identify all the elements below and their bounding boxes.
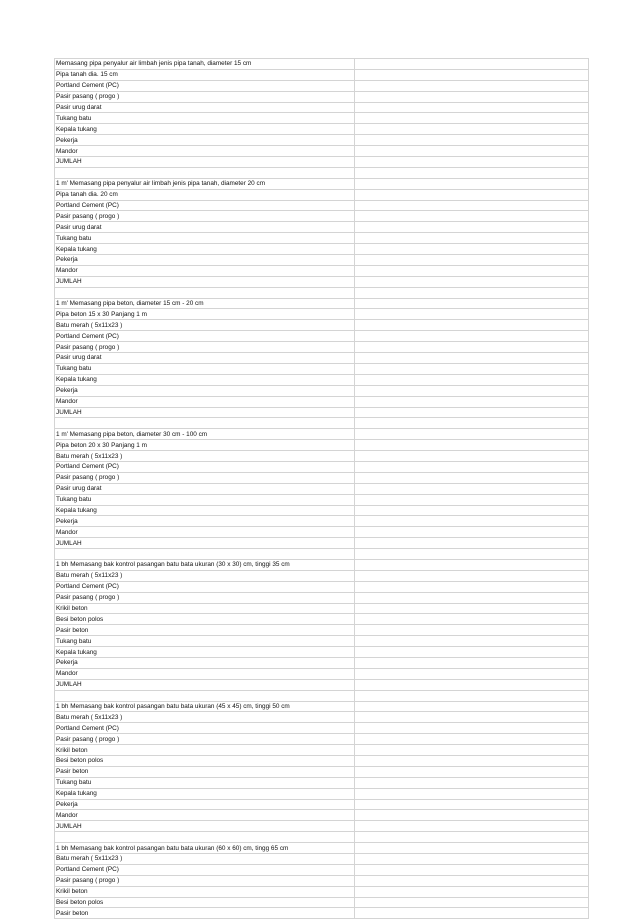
table-row xyxy=(55,570,589,581)
table-row xyxy=(55,483,589,494)
empty-cell[interactable] xyxy=(355,309,589,320)
empty-cell[interactable] xyxy=(355,374,589,385)
empty-cell[interactable] xyxy=(355,265,589,276)
item-description-cell[interactable]: JUMLAH xyxy=(55,538,355,549)
empty-cell[interactable] xyxy=(355,222,589,233)
table-row xyxy=(55,374,589,385)
empty-cell[interactable] xyxy=(355,461,589,472)
table-row xyxy=(55,538,589,549)
table-row xyxy=(55,418,589,429)
empty-cell[interactable] xyxy=(355,668,589,679)
table-row xyxy=(55,287,589,298)
empty-cell[interactable] xyxy=(355,908,589,919)
empty-cell[interactable] xyxy=(355,440,589,451)
empty-cell[interactable] xyxy=(355,429,589,440)
empty-cell[interactable] xyxy=(355,146,589,157)
empty-cell[interactable] xyxy=(355,766,589,777)
item-description-cell[interactable]: Pasir pasang ( progo ) xyxy=(55,91,355,102)
empty-cell[interactable] xyxy=(355,124,589,135)
item-description-cell[interactable]: Tukang batu xyxy=(55,363,355,374)
item-description-cell[interactable]: JUMLAH xyxy=(55,821,355,832)
item-description-cell[interactable]: Tukang batu xyxy=(55,113,355,124)
table-row xyxy=(55,723,589,734)
item-description-cell[interactable] xyxy=(55,287,355,298)
item-description-cell[interactable]: Batu merah ( 5x11x23 ) xyxy=(55,320,355,331)
empty-cell[interactable] xyxy=(355,255,589,266)
table-row xyxy=(55,843,589,854)
table-row xyxy=(55,549,589,560)
item-description-cell[interactable]: Portland Cement (PC) xyxy=(55,581,355,592)
empty-cell[interactable] xyxy=(355,581,589,592)
table-row xyxy=(55,581,589,592)
item-description-cell[interactable]: Pasir urug darat xyxy=(55,483,355,494)
item-description-cell[interactable]: Krikil beton xyxy=(55,745,355,756)
empty-cell[interactable] xyxy=(355,832,589,843)
item-description-cell[interactable]: Pipa tanah dia. 20 cm xyxy=(55,189,355,200)
item-description-cell[interactable]: 1 bh Memasang bak kontrol pasangan batu bata ukuran (45 x 45) cm, tinggi 50 cm xyxy=(55,701,355,712)
table-row xyxy=(55,668,589,679)
table-row xyxy=(55,516,589,527)
empty-cell[interactable] xyxy=(355,788,589,799)
empty-cell[interactable] xyxy=(355,418,589,429)
empty-cell[interactable] xyxy=(355,821,589,832)
table-row xyxy=(55,135,589,146)
empty-cell[interactable] xyxy=(355,244,589,255)
empty-cell[interactable] xyxy=(355,756,589,767)
empty-cell[interactable] xyxy=(355,614,589,625)
table-row xyxy=(55,276,589,287)
table-row xyxy=(55,363,589,374)
table-row xyxy=(55,592,589,603)
table-row xyxy=(55,407,589,418)
empty-cell[interactable] xyxy=(355,59,589,70)
item-description-cell[interactable]: 1 m' Memasang pipa penyalur air limbah jenis pipa tanah, diameter 20 cm xyxy=(55,178,355,189)
spreadsheet-body xyxy=(55,59,589,919)
empty-cell[interactable] xyxy=(355,723,589,734)
empty-cell[interactable] xyxy=(355,91,589,102)
item-description-cell[interactable]: Pipa tanah dia. 15 cm xyxy=(55,69,355,80)
table-row xyxy=(55,298,589,309)
empty-cell[interactable] xyxy=(355,276,589,287)
table-row xyxy=(55,80,589,91)
item-description-cell[interactable]: Pekerja xyxy=(55,516,355,527)
empty-cell[interactable] xyxy=(355,451,589,462)
item-description-cell[interactable]: Mandor xyxy=(55,810,355,821)
empty-cell[interactable] xyxy=(355,843,589,854)
table-row xyxy=(55,429,589,440)
table-row xyxy=(55,331,589,342)
table-row xyxy=(55,222,589,233)
table-row xyxy=(55,102,589,113)
table-row xyxy=(55,146,589,157)
table-row xyxy=(55,342,589,353)
table-row xyxy=(55,189,589,200)
item-description-cell[interactable]: Krikil beton xyxy=(55,886,355,897)
table-row xyxy=(55,821,589,832)
item-description-cell[interactable]: Pasir urug darat xyxy=(55,222,355,233)
item-description-cell[interactable]: Kepala tukang xyxy=(55,647,355,658)
item-description-cell[interactable]: 1 m' Memasang pipa beton, diameter 30 cm - 100 cm xyxy=(55,429,355,440)
table-row xyxy=(55,385,589,396)
table-row xyxy=(55,59,589,70)
item-description-cell[interactable]: JUMLAH xyxy=(55,276,355,287)
item-description-cell[interactable]: Pasir pasang ( progo ) xyxy=(55,734,355,745)
item-description-cell[interactable]: Pasir pasang ( progo ) xyxy=(55,472,355,483)
table-row xyxy=(55,788,589,799)
table-row xyxy=(55,679,589,690)
empty-cell[interactable] xyxy=(355,483,589,494)
item-description-cell[interactable]: Pekerja xyxy=(55,255,355,266)
empty-cell[interactable] xyxy=(355,864,589,875)
item-description-cell[interactable]: Mandor xyxy=(55,265,355,276)
empty-cell[interactable] xyxy=(355,592,589,603)
table-row xyxy=(55,157,589,168)
empty-cell[interactable] xyxy=(355,80,589,91)
empty-cell[interactable] xyxy=(355,549,589,560)
table-row xyxy=(55,472,589,483)
item-description-cell[interactable]: Memasang pipa penyalur air limbah jenis pipa tanah, diameter 15 cm xyxy=(55,59,355,70)
item-description-cell[interactable]: Mandor xyxy=(55,527,355,538)
table-row xyxy=(55,864,589,875)
empty-cell[interactable] xyxy=(355,516,589,527)
item-description-cell[interactable]: Tukang batu xyxy=(55,233,355,244)
table-row xyxy=(55,777,589,788)
item-description-cell[interactable] xyxy=(55,167,355,178)
table-row xyxy=(55,505,589,516)
empty-cell[interactable] xyxy=(355,353,589,364)
table-row xyxy=(55,494,589,505)
table-row xyxy=(55,244,589,255)
table-row xyxy=(55,309,589,320)
empty-cell[interactable] xyxy=(355,570,589,581)
table-row xyxy=(55,320,589,331)
table-row xyxy=(55,614,589,625)
item-description-cell[interactable]: JUMLAH xyxy=(55,407,355,418)
table-row xyxy=(55,886,589,897)
empty-cell[interactable] xyxy=(355,810,589,821)
table-row xyxy=(55,636,589,647)
table-row xyxy=(55,756,589,767)
empty-cell[interactable] xyxy=(355,527,589,538)
table-row xyxy=(55,603,589,614)
item-description-cell[interactable]: Kepala tukang xyxy=(55,788,355,799)
empty-cell[interactable] xyxy=(355,603,589,614)
item-description-cell[interactable]: Pasir beton xyxy=(55,625,355,636)
table-row xyxy=(55,353,589,364)
item-description-cell[interactable]: Mandor xyxy=(55,668,355,679)
item-description-cell[interactable]: Pasir pasang ( progo ) xyxy=(55,342,355,353)
empty-cell[interactable] xyxy=(355,690,589,701)
empty-cell[interactable] xyxy=(355,200,589,211)
spreadsheet-table xyxy=(54,58,589,919)
table-row xyxy=(55,712,589,723)
item-description-cell[interactable]: Pipa beton 20 x 30 Panjang 1 m xyxy=(55,440,355,451)
table-row xyxy=(55,766,589,777)
table-row xyxy=(55,211,589,222)
table-row xyxy=(55,832,589,843)
item-description-cell[interactable]: Pasir urug darat xyxy=(55,353,355,364)
empty-cell[interactable] xyxy=(355,363,589,374)
item-description-cell[interactable]: Batu merah ( 5x11x23 ) xyxy=(55,712,355,723)
table-row xyxy=(55,91,589,102)
empty-cell[interactable] xyxy=(355,178,589,189)
table-row xyxy=(55,178,589,189)
table-row xyxy=(55,167,589,178)
empty-cell[interactable] xyxy=(355,69,589,80)
empty-cell[interactable] xyxy=(355,712,589,723)
table-row xyxy=(55,657,589,668)
item-description-cell[interactable]: Portland Cement (PC) xyxy=(55,331,355,342)
table-row xyxy=(55,908,589,919)
empty-cell[interactable] xyxy=(355,494,589,505)
item-description-cell[interactable]: Batu merah ( 5x11x23 ) xyxy=(55,854,355,865)
table-row xyxy=(55,255,589,266)
empty-cell[interactable] xyxy=(355,396,589,407)
item-description-cell[interactable]: Pipa beton 15 x 30 Panjang 1 m xyxy=(55,309,355,320)
item-description-cell[interactable]: Kepala tukang xyxy=(55,244,355,255)
empty-cell[interactable] xyxy=(355,342,589,353)
item-description-cell[interactable]: Mandor xyxy=(55,396,355,407)
empty-cell[interactable] xyxy=(355,113,589,124)
table-row xyxy=(55,440,589,451)
item-description-cell[interactable]: Tukang batu xyxy=(55,777,355,788)
table-row xyxy=(55,745,589,756)
empty-cell[interactable] xyxy=(355,745,589,756)
item-description-cell[interactable]: Pasir urug darat xyxy=(55,102,355,113)
item-description-cell[interactable]: Kepala tukang xyxy=(55,505,355,516)
table-row xyxy=(55,734,589,745)
empty-cell[interactable] xyxy=(355,679,589,690)
item-description-cell[interactable]: Pekerja xyxy=(55,799,355,810)
empty-cell[interactable] xyxy=(355,734,589,745)
empty-cell[interactable] xyxy=(355,135,589,146)
item-description-cell[interactable]: Pasir pasang ( progo ) xyxy=(55,875,355,886)
table-row xyxy=(55,559,589,570)
empty-cell[interactable] xyxy=(355,407,589,418)
empty-cell[interactable] xyxy=(355,505,589,516)
item-description-cell[interactable]: Batu merah ( 5x11x23 ) xyxy=(55,451,355,462)
table-row xyxy=(55,124,589,135)
table-row xyxy=(55,396,589,407)
empty-cell[interactable] xyxy=(355,701,589,712)
empty-cell[interactable] xyxy=(355,167,589,178)
empty-cell[interactable] xyxy=(355,298,589,309)
item-description-cell[interactable]: Pasir pasang ( progo ) xyxy=(55,592,355,603)
empty-cell[interactable] xyxy=(355,559,589,570)
item-description-cell[interactable] xyxy=(55,690,355,701)
empty-cell[interactable] xyxy=(355,854,589,865)
item-description-cell[interactable]: Pekerja xyxy=(55,135,355,146)
table-row xyxy=(55,799,589,810)
empty-cell[interactable] xyxy=(355,331,589,342)
empty-cell[interactable] xyxy=(355,157,589,168)
empty-cell[interactable] xyxy=(355,636,589,647)
table-row xyxy=(55,527,589,538)
empty-cell[interactable] xyxy=(355,320,589,331)
empty-cell[interactable] xyxy=(355,799,589,810)
item-description-cell[interactable]: Kepala tukang xyxy=(55,374,355,385)
table-row xyxy=(55,701,589,712)
item-description-cell[interactable] xyxy=(55,832,355,843)
table-row xyxy=(55,690,589,701)
table-row xyxy=(55,69,589,80)
empty-cell[interactable] xyxy=(355,875,589,886)
item-description-cell[interactable]: Portland Cement (PC) xyxy=(55,461,355,472)
empty-cell[interactable] xyxy=(355,189,589,200)
table-row xyxy=(55,113,589,124)
table-row xyxy=(55,461,589,472)
empty-cell[interactable] xyxy=(355,657,589,668)
item-description-cell[interactable]: Kepala tukang xyxy=(55,124,355,135)
table-row xyxy=(55,854,589,865)
table-row xyxy=(55,265,589,276)
table-row xyxy=(55,875,589,886)
item-description-cell[interactable]: 1 bh Memasang bak kontrol pasangan batu bata ukuran (30 x 30) cm, tinggi 35 cm xyxy=(55,559,355,570)
table-row xyxy=(55,625,589,636)
item-description-cell[interactable]: 1 bh Memasang bak kontrol pasangan batu bata ukuran (60 x 60) cm, tingg 65 cm xyxy=(55,843,355,854)
item-description-cell[interactable] xyxy=(55,418,355,429)
item-description-cell[interactable]: Besi beton polos xyxy=(55,756,355,767)
item-description-cell[interactable] xyxy=(55,549,355,560)
item-description-cell[interactable]: Tukang batu xyxy=(55,636,355,647)
item-description-cell[interactable]: JUMLAH xyxy=(55,157,355,168)
item-description-cell[interactable]: Pasir beton xyxy=(55,908,355,919)
empty-cell[interactable] xyxy=(355,472,589,483)
item-description-cell[interactable]: Tukang batu xyxy=(55,494,355,505)
item-description-cell[interactable]: JUMLAH xyxy=(55,679,355,690)
item-description-cell[interactable]: Batu merah ( 5x11x23 ) xyxy=(55,570,355,581)
item-description-cell[interactable]: Portland Cement (PC) xyxy=(55,723,355,734)
empty-cell[interactable] xyxy=(355,647,589,658)
table-row xyxy=(55,233,589,244)
empty-cell[interactable] xyxy=(355,385,589,396)
item-description-cell[interactable]: Mandor xyxy=(55,146,355,157)
table-row xyxy=(55,451,589,462)
item-description-cell[interactable]: Portland Cement (PC) xyxy=(55,864,355,875)
item-description-cell[interactable]: Besi beton polos xyxy=(55,897,355,908)
table-row xyxy=(55,810,589,821)
empty-cell[interactable] xyxy=(355,287,589,298)
table-row xyxy=(55,647,589,658)
item-description-cell[interactable]: Pasir pasang ( progo ) xyxy=(55,211,355,222)
empty-cell[interactable] xyxy=(355,777,589,788)
item-description-cell[interactable]: Besi beton polos xyxy=(55,614,355,625)
item-description-cell[interactable]: Portland Cement (PC) xyxy=(55,80,355,91)
empty-cell[interactable] xyxy=(355,211,589,222)
item-description-cell[interactable]: Pasir beton xyxy=(55,766,355,777)
item-description-cell[interactable]: Krikil beton xyxy=(55,603,355,614)
item-description-cell[interactable]: Portland Cement (PC) xyxy=(55,200,355,211)
item-description-cell[interactable]: 1 m' Memasang pipa beton, diameter 15 cm - 20 cm xyxy=(55,298,355,309)
item-description-cell[interactable]: Pekerja xyxy=(55,657,355,668)
empty-cell[interactable] xyxy=(355,102,589,113)
empty-cell[interactable] xyxy=(355,538,589,549)
empty-cell[interactable] xyxy=(355,233,589,244)
item-description-cell[interactable]: Pekerja xyxy=(55,385,355,396)
empty-cell[interactable] xyxy=(355,625,589,636)
empty-cell[interactable] xyxy=(355,886,589,897)
table-row xyxy=(55,200,589,211)
